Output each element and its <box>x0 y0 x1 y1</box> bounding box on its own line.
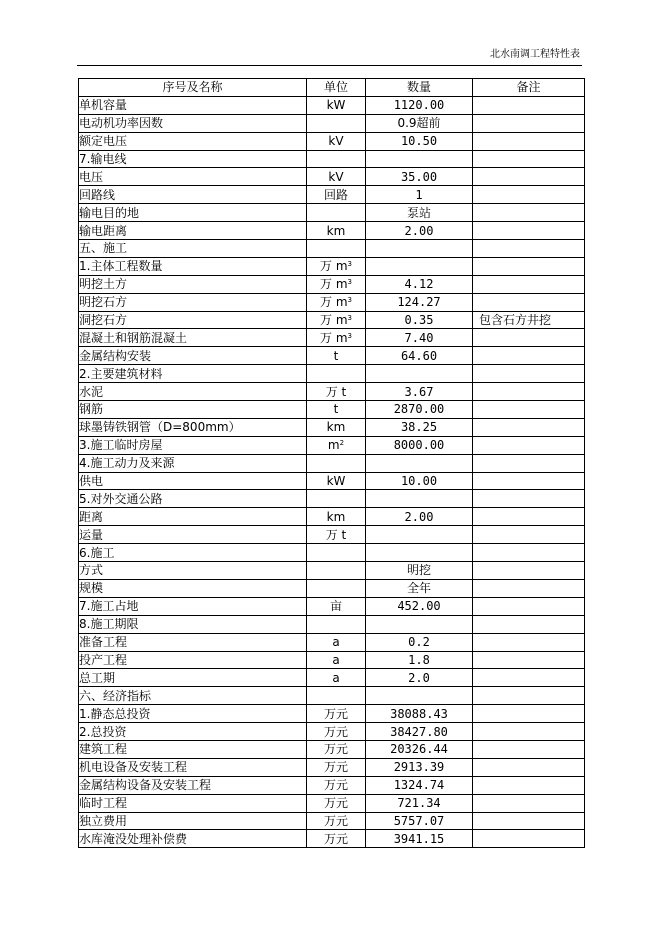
row-note-cell <box>473 723 585 741</box>
row-unit-text: kV <box>328 134 344 149</box>
row-quantity-cell: 3.67 <box>366 383 473 401</box>
row-note-cell <box>473 794 585 812</box>
table-row <box>79 669 585 687</box>
row-quantity-cell: 0.2 <box>366 633 473 651</box>
row-note-cell <box>473 347 585 365</box>
table-row <box>79 687 585 705</box>
table-row <box>79 383 585 401</box>
row-quantity-cell: 64.60 <box>366 347 473 365</box>
row-unit-cell <box>307 257 366 275</box>
row-note-cell <box>473 114 585 132</box>
row-note-cell <box>473 383 585 401</box>
row-name-cell: 金属结构安装 <box>79 347 307 365</box>
row-note-cell <box>473 669 585 687</box>
table-row <box>79 401 585 419</box>
row-name-cell: 洞挖石方 <box>79 311 307 329</box>
row-name-cell: 独立费用 <box>79 812 307 830</box>
table-row <box>79 633 585 651</box>
row-unit-cell <box>307 472 366 490</box>
row-unit-text: 万元 <box>323 724 348 739</box>
row-quantity-cell: 38427.80 <box>366 723 473 741</box>
row-note-cell <box>473 454 585 472</box>
row-note-cell <box>473 329 585 347</box>
row-quantity-cell: 10.50 <box>366 132 473 150</box>
row-unit-text: 万元 <box>323 831 348 846</box>
row-unit-cell <box>307 96 366 114</box>
table-row <box>79 651 585 669</box>
row-quantity-cell: 4.12 <box>366 275 473 293</box>
table-row <box>79 794 585 812</box>
row-note-cell <box>473 633 585 651</box>
row-unit-cell <box>307 222 366 240</box>
row-unit-cell <box>307 490 366 508</box>
row-note-cell <box>473 275 585 293</box>
row-name-cell: 水泥 <box>79 383 307 401</box>
row-unit-cell <box>307 758 366 776</box>
row-note-cell <box>473 240 585 258</box>
row-unit-superscript: 3 <box>347 296 352 305</box>
row-name-cell: 明挖土方 <box>79 275 307 293</box>
row-unit-cell <box>307 436 366 454</box>
row-note-cell <box>473 401 585 419</box>
row-name-cell: 6.施工 <box>79 544 307 562</box>
table-row <box>79 114 585 132</box>
row-quantity-cell <box>366 544 473 562</box>
row-note-cell <box>473 562 585 580</box>
row-note-cell <box>473 132 585 150</box>
row-quantity-cell: 38.25 <box>366 418 473 436</box>
row-unit-text: km <box>326 223 346 238</box>
row-note-cell <box>473 776 585 794</box>
row-note-cell <box>473 579 585 597</box>
row-quantity-cell: 452.00 <box>366 597 473 615</box>
row-name-cell: 7.输电线 <box>79 150 307 168</box>
row-unit-text: t <box>333 348 339 363</box>
row-note-cell <box>473 96 585 114</box>
row-quantity-cell: 2.0 <box>366 669 473 687</box>
row-quantity-cell: 0.35 <box>366 311 473 329</box>
table-row <box>79 812 585 830</box>
column-header-quantity: 数量 <box>366 79 473 97</box>
row-unit-text: 万元 <box>323 742 348 757</box>
row-unit-text: 万元 <box>323 706 348 721</box>
table-row <box>79 329 585 347</box>
row-unit-text: 回路 <box>323 187 348 202</box>
row-name-cell: 规模 <box>79 579 307 597</box>
table-row <box>79 275 585 293</box>
row-unit-cell <box>307 168 366 186</box>
row-quantity-cell: 721.34 <box>366 794 473 812</box>
row-quantity-cell: 2.00 <box>366 222 473 240</box>
row-unit-text: a <box>332 670 340 685</box>
row-note-cell <box>473 186 585 204</box>
row-unit-superscript: 3 <box>347 314 352 323</box>
row-name-cell: 2.主要建筑材料 <box>79 365 307 383</box>
row-unit-cell <box>307 776 366 794</box>
row-unit-text: km <box>326 509 346 524</box>
row-unit-cell <box>307 186 366 204</box>
row-quantity-cell: 8000.00 <box>366 436 473 454</box>
row-unit-text: a <box>332 652 340 667</box>
row-note-cell <box>473 168 585 186</box>
row-name-cell: 准备工程 <box>79 633 307 651</box>
row-name-cell: 明挖石方 <box>79 293 307 311</box>
table-row <box>79 293 585 311</box>
row-note-cell <box>473 830 585 848</box>
row-name-cell: 1.主体工程数量 <box>79 257 307 275</box>
row-note-cell <box>473 597 585 615</box>
row-unit-cell <box>307 633 366 651</box>
row-unit-cell <box>307 794 366 812</box>
row-unit-text: kV <box>328 169 344 184</box>
table-row <box>79 347 585 365</box>
row-unit-text: a <box>332 635 340 650</box>
row-quantity-cell <box>366 365 473 383</box>
row-unit-cell <box>307 526 366 544</box>
row-note-cell <box>473 758 585 776</box>
table-row <box>79 222 585 240</box>
table-row <box>79 186 585 204</box>
row-unit-cell <box>307 812 366 830</box>
row-name-cell: 3.施工临时房屋 <box>79 436 307 454</box>
row-unit-cell <box>307 615 366 633</box>
row-note-cell <box>473 544 585 562</box>
row-unit-cell <box>307 401 366 419</box>
row-unit-superscript: 3 <box>347 278 352 287</box>
row-quantity-cell <box>366 687 473 705</box>
row-unit-text: 万 m <box>320 295 348 310</box>
row-unit-text: kW <box>326 474 346 489</box>
row-quantity-cell: 1324.74 <box>366 776 473 794</box>
row-quantity-cell: 35.00 <box>366 168 473 186</box>
row-unit-superscript: 3 <box>347 260 352 269</box>
row-unit-text: 万 m <box>320 277 348 292</box>
row-note-cell: 包含石方井挖 <box>473 311 585 329</box>
table-row <box>79 562 585 580</box>
row-unit-cell <box>307 418 366 436</box>
table-row <box>79 436 585 454</box>
row-unit-cell <box>307 240 366 258</box>
row-name-cell: 额定电压 <box>79 132 307 150</box>
table-row <box>79 454 585 472</box>
row-unit-text: 万元 <box>323 796 348 811</box>
row-unit-text: 万元 <box>323 813 348 828</box>
row-name-cell: 钢筋 <box>79 401 307 419</box>
row-name-cell: 电压 <box>79 168 307 186</box>
table-row <box>79 579 585 597</box>
row-quantity-cell: 124.27 <box>366 293 473 311</box>
row-unit-text: km <box>326 420 346 435</box>
row-unit-text: 万元 <box>323 760 348 775</box>
row-name-cell: 输电距离 <box>79 222 307 240</box>
table-row <box>79 830 585 848</box>
table-row <box>79 311 585 329</box>
row-name-cell: 总工期 <box>79 669 307 687</box>
row-quantity-cell <box>366 257 473 275</box>
row-unit-cell <box>307 579 366 597</box>
table-row <box>79 740 585 758</box>
table-row <box>79 544 585 562</box>
row-unit-cell <box>307 383 366 401</box>
row-unit-text: 万 t <box>325 384 347 399</box>
row-note-cell <box>473 651 585 669</box>
table-row <box>79 168 585 186</box>
row-unit-cell <box>307 454 366 472</box>
row-name-cell: 7.施工占地 <box>79 597 307 615</box>
row-unit-text: 亩 <box>329 599 342 614</box>
row-unit-cell <box>307 740 366 758</box>
row-note-cell <box>473 705 585 723</box>
row-note-cell <box>473 204 585 222</box>
row-unit-cell <box>307 311 366 329</box>
row-unit-text: 万 m <box>320 259 348 274</box>
row-note-cell <box>473 740 585 758</box>
row-unit-cell <box>307 669 366 687</box>
row-quantity-cell <box>366 615 473 633</box>
row-unit-text: 万 t <box>325 527 347 542</box>
row-note-cell <box>473 293 585 311</box>
characteristics-table <box>78 78 585 848</box>
row-unit-text: 万 m <box>320 313 348 328</box>
row-quantity-cell: 泵站 <box>366 204 473 222</box>
table-row <box>79 705 585 723</box>
table-body <box>79 96 585 847</box>
table-row <box>79 204 585 222</box>
table-row <box>79 776 585 794</box>
row-quantity-cell: 1.8 <box>366 651 473 669</box>
table-row <box>79 723 585 741</box>
row-quantity-cell: 1120.00 <box>366 96 473 114</box>
row-name-cell: 方式 <box>79 562 307 580</box>
row-name-cell: 水库淹没处理补偿费 <box>79 830 307 848</box>
row-unit-text: kW <box>326 98 346 113</box>
row-unit-cell <box>307 651 366 669</box>
table-row <box>79 257 585 275</box>
row-quantity-cell: 38088.43 <box>366 705 473 723</box>
row-unit-cell <box>307 830 366 848</box>
table-row <box>79 240 585 258</box>
row-quantity-cell: 7.40 <box>366 329 473 347</box>
row-name-cell: 六、经济指标 <box>79 687 307 705</box>
table-row <box>79 365 585 383</box>
row-note-cell <box>473 150 585 168</box>
row-note-cell <box>473 365 585 383</box>
row-unit-cell <box>307 150 366 168</box>
row-unit-cell <box>307 687 366 705</box>
row-name-cell: 投产工程 <box>79 651 307 669</box>
row-name-cell: 混凝土和钢筋混凝土 <box>79 329 307 347</box>
row-name-cell: 供电 <box>79 472 307 490</box>
row-unit-cell <box>307 723 366 741</box>
row-unit-text: 万 m <box>320 330 348 345</box>
row-note-cell <box>473 418 585 436</box>
row-quantity-cell: 2.00 <box>366 508 473 526</box>
table-row <box>79 150 585 168</box>
row-name-cell: 单机容量 <box>79 96 307 114</box>
row-quantity-cell <box>366 150 473 168</box>
row-quantity-cell: 明挖 <box>366 562 473 580</box>
column-header-name: 序号及名称 <box>79 79 307 97</box>
row-note-cell <box>473 687 585 705</box>
row-name-cell: 五、施工 <box>79 240 307 258</box>
page-header <box>77 43 582 66</box>
row-note-cell <box>473 508 585 526</box>
table-row <box>79 418 585 436</box>
row-note-cell <box>473 472 585 490</box>
row-quantity-cell: 10.00 <box>366 472 473 490</box>
row-name-cell: 距离 <box>79 508 307 526</box>
row-unit-cell <box>307 508 366 526</box>
table-row <box>79 490 585 508</box>
row-unit-cell <box>307 204 366 222</box>
table-header-row <box>79 79 585 97</box>
row-quantity-cell: 全年 <box>366 579 473 597</box>
row-quantity-cell: 0.9超前 <box>366 114 473 132</box>
row-name-cell: 运量 <box>79 526 307 544</box>
row-unit-cell <box>307 293 366 311</box>
column-header-note: 备注 <box>473 79 585 97</box>
row-name-cell: 金属结构设备及安装工程 <box>79 776 307 794</box>
row-unit-cell <box>307 365 366 383</box>
row-quantity-cell <box>366 490 473 508</box>
row-name-cell: 回路线 <box>79 186 307 204</box>
table-row <box>79 758 585 776</box>
row-unit-text: t <box>333 402 339 417</box>
row-unit-cell <box>307 562 366 580</box>
row-quantity-cell: 20326.44 <box>366 740 473 758</box>
row-unit-text: 万元 <box>323 778 348 793</box>
row-quantity-cell <box>366 454 473 472</box>
document-title: 北水南调工程特性表 <box>490 49 580 60</box>
row-name-cell: 2.总投资 <box>79 723 307 741</box>
row-unit-text: m <box>327 438 340 453</box>
row-quantity-cell: 1 <box>366 186 473 204</box>
row-note-cell <box>473 615 585 633</box>
table-row <box>79 96 585 114</box>
row-unit-superscript: 2 <box>339 439 345 448</box>
row-quantity-cell: 2913.39 <box>366 758 473 776</box>
row-unit-cell <box>307 132 366 150</box>
row-unit-cell <box>307 705 366 723</box>
row-unit-superscript: 3 <box>347 331 352 340</box>
row-quantity-cell: 3941.15 <box>366 830 473 848</box>
table-row <box>79 132 585 150</box>
row-name-cell: 1.静态总投资 <box>79 705 307 723</box>
row-unit-cell <box>307 347 366 365</box>
row-unit-cell <box>307 114 366 132</box>
row-unit-cell <box>307 275 366 293</box>
row-note-cell <box>473 490 585 508</box>
row-unit-cell <box>307 544 366 562</box>
row-name-cell: 建筑工程 <box>79 740 307 758</box>
row-name-cell: 5.对外交通公路 <box>79 490 307 508</box>
row-name-cell: 电动机功率因数 <box>79 114 307 132</box>
row-note-cell <box>473 222 585 240</box>
row-unit-cell <box>307 597 366 615</box>
table-row <box>79 472 585 490</box>
table-row <box>79 597 585 615</box>
row-quantity-cell <box>366 240 473 258</box>
column-header-unit: 单位 <box>307 79 366 97</box>
row-note-cell <box>473 526 585 544</box>
row-name-cell: 8.施工期限 <box>79 615 307 633</box>
table-row <box>79 615 585 633</box>
row-note-cell <box>473 257 585 275</box>
row-quantity-cell: 2870.00 <box>366 401 473 419</box>
row-name-cell: 球墨铸铁钢管（D=800mm） <box>79 418 307 436</box>
row-name-cell: 机电设备及安装工程 <box>79 758 307 776</box>
row-name-cell: 4.施工动力及来源 <box>79 454 307 472</box>
row-unit-cell <box>307 329 366 347</box>
table-row <box>79 508 585 526</box>
row-name-cell: 临时工程 <box>79 794 307 812</box>
table-row <box>79 526 585 544</box>
row-note-cell <box>473 812 585 830</box>
row-quantity-cell: 5757.07 <box>366 812 473 830</box>
row-quantity-cell <box>366 526 473 544</box>
row-note-cell <box>473 436 585 454</box>
row-name-cell: 输电目的地 <box>79 204 307 222</box>
